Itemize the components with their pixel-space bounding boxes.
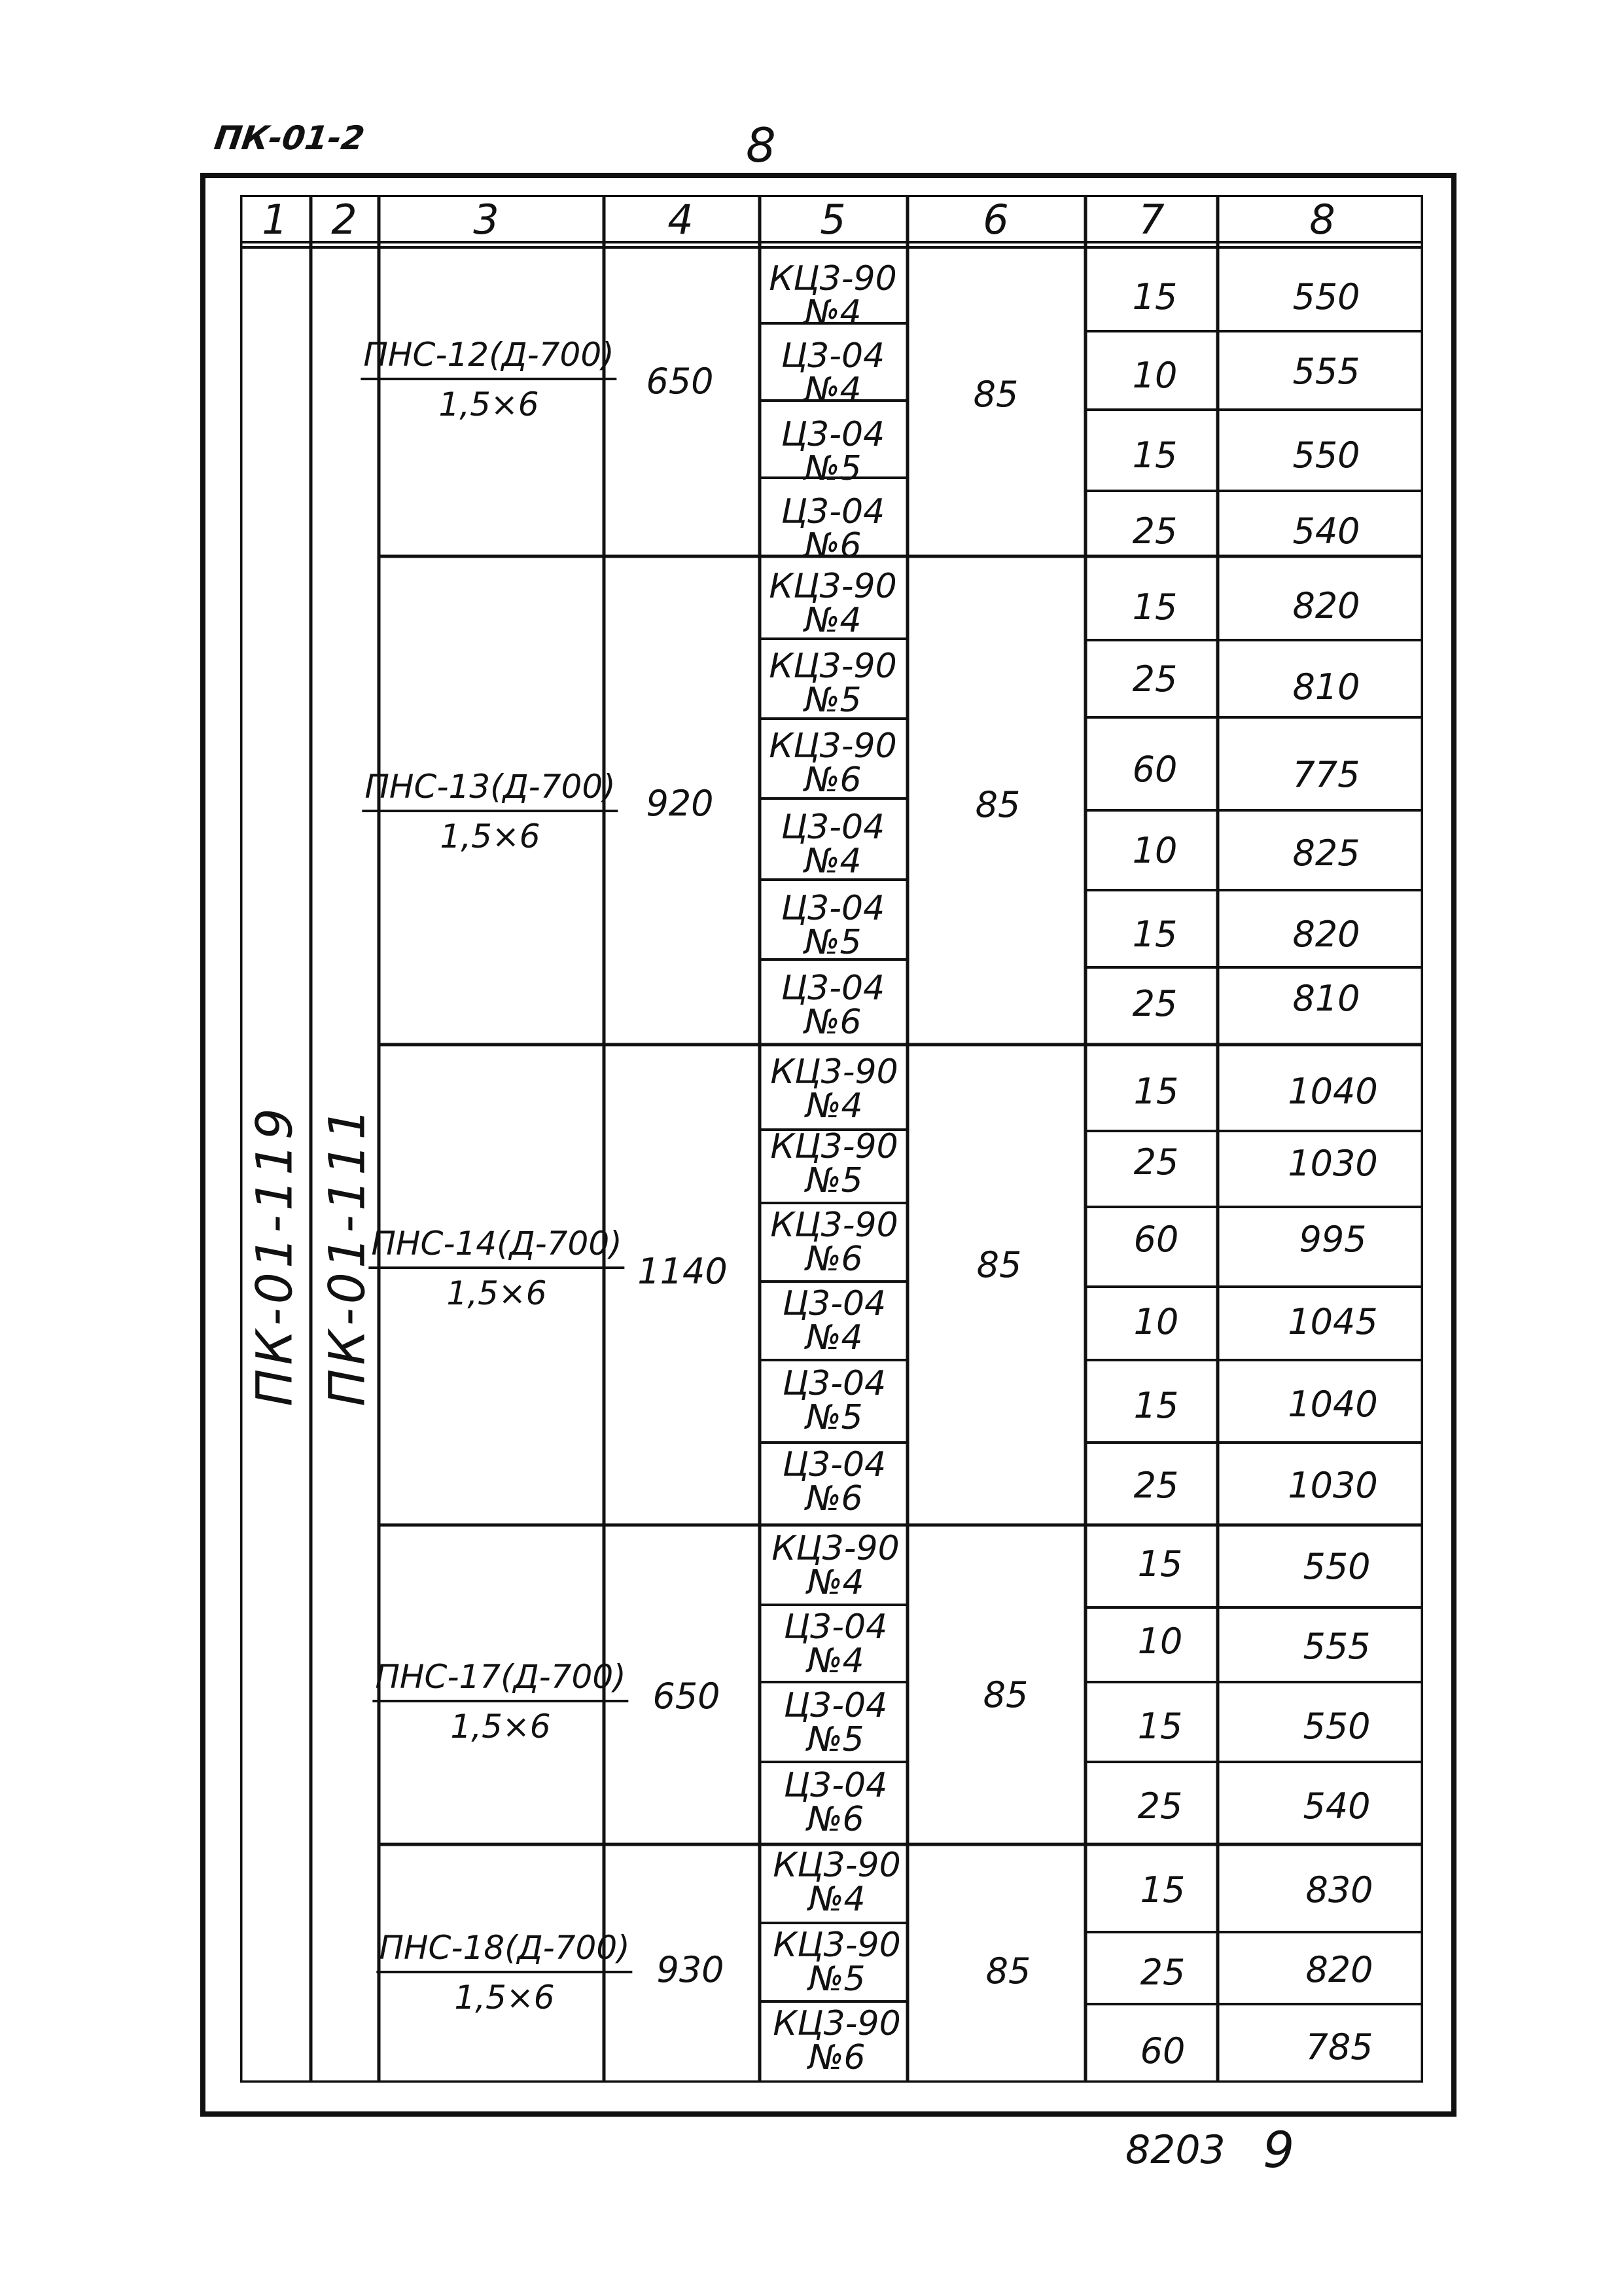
column-header-6: 6 <box>983 196 1009 243</box>
column-8-value: 995 <box>1299 1219 1367 1260</box>
column-8-value: 1030 <box>1288 1465 1378 1506</box>
fan-model: Ц3-04 №5 <box>781 415 885 488</box>
column-7-value: 15 <box>1137 1706 1183 1747</box>
column-4-value: 1140 <box>637 1251 728 1292</box>
column-6-value: 85 <box>983 1674 1029 1715</box>
column-7-value: 25 <box>1132 658 1178 700</box>
fan-model: КЦ3-90 №4 <box>769 567 897 640</box>
fan-model: КЦ3-90 №4 <box>769 259 897 332</box>
column-6-value: 85 <box>976 1244 1022 1285</box>
fan-model: КЦ3-90 №6 <box>769 726 897 800</box>
column-8-value: 540 <box>1303 1785 1371 1827</box>
column-8-value: 1040 <box>1288 1071 1378 1112</box>
column-7-value: 25 <box>1137 1785 1183 1827</box>
column-header-8: 8 <box>1309 196 1335 243</box>
product-designation <box>376 1929 632 2017</box>
fan-model: Ц3-04 №5 <box>782 1364 887 1437</box>
product-dimensions: 1,5×6 <box>438 386 539 423</box>
column-7-value: 25 <box>1132 983 1178 1024</box>
column-6-value: 85 <box>973 374 1019 415</box>
column-header-7: 7 <box>1139 196 1165 243</box>
column-header-5: 5 <box>820 196 846 243</box>
column-8-value: 1030 <box>1288 1143 1378 1184</box>
product-designation <box>361 336 616 423</box>
fan-model: КЦ3-90 №4 <box>771 1529 900 1602</box>
fan-model: КЦ3-90 №5 <box>770 1127 898 1200</box>
specification-table <box>240 195 1423 2083</box>
fan-model: КЦ3-90 №4 <box>770 1052 898 1126</box>
fan-model: Ц3-04 №4 <box>781 336 885 410</box>
column-1-series-label: ПК-01-119 <box>245 1104 304 1407</box>
column-header-3: 3 <box>473 196 499 243</box>
column-8-value: 810 <box>1292 978 1360 1019</box>
fan-model: Ц3-04 №4 <box>782 1284 887 1357</box>
column-6-value: 85 <box>985 1950 1031 1992</box>
page-number: 8 <box>746 118 776 173</box>
product-designation <box>372 1658 628 1746</box>
column-7-value: 10 <box>1132 355 1178 396</box>
column-8-value: 1040 <box>1288 1384 1378 1425</box>
column-4-value: 650 <box>646 361 714 402</box>
column-7-value: 15 <box>1133 1071 1179 1112</box>
column-8-value: 820 <box>1292 914 1360 955</box>
column-7-value: 10 <box>1137 1621 1183 1662</box>
column-7-value: 60 <box>1133 1219 1179 1260</box>
column-7-value: 25 <box>1133 1141 1179 1183</box>
column-7-value: 15 <box>1133 1385 1179 1426</box>
product-dimensions: 1,5×6 <box>450 1708 551 1746</box>
column-8-value: 830 <box>1305 1869 1373 1910</box>
column-8-value: 810 <box>1292 666 1360 708</box>
fan-model: КЦ3-90 №5 <box>769 647 897 720</box>
fan-model: Ц3-04 №4 <box>783 1607 888 1681</box>
column-8-value: 785 <box>1305 2026 1373 2068</box>
column-7-value: 60 <box>1132 749 1178 790</box>
column-6-value: 85 <box>975 784 1021 825</box>
column-8-value: 820 <box>1292 585 1360 626</box>
fan-model: КЦ3-90 №5 <box>773 1926 901 1999</box>
column-7-value: 25 <box>1133 1465 1179 1506</box>
fan-model: КЦ3-90 №6 <box>770 1206 898 1279</box>
product-designation <box>362 768 618 855</box>
column-7-value: 10 <box>1133 1301 1179 1342</box>
column-7-value: 15 <box>1132 276 1178 317</box>
product-designation <box>368 1225 624 1312</box>
column-7-value: 15 <box>1137 1543 1183 1585</box>
column-4-value: 920 <box>646 783 714 824</box>
product-name: ПНС-13(Д-700) <box>362 768 618 812</box>
product-dimensions: 1,5×6 <box>446 1274 547 1312</box>
column-7-value: 15 <box>1132 914 1178 955</box>
column-8-value: 825 <box>1292 833 1360 874</box>
column-8-value: 550 <box>1292 435 1360 476</box>
fan-model: Ц3-04 №6 <box>781 492 885 565</box>
column-7-value: 15 <box>1132 586 1178 628</box>
column-header-1: 1 <box>262 196 288 243</box>
product-name: ПНС-17(Д-700) <box>372 1658 628 1702</box>
product-name: ПНС-12(Д-700) <box>361 336 616 380</box>
column-header-2: 2 <box>331 196 357 243</box>
column-header-4: 4 <box>667 196 694 243</box>
fan-model: Ц3-04 №6 <box>782 1445 887 1518</box>
fan-model: Ц3-04 №4 <box>781 808 885 881</box>
fan-model: Ц3-04 №5 <box>781 889 885 962</box>
column-7-value: 15 <box>1132 435 1178 476</box>
column-7-value: 25 <box>1132 511 1178 552</box>
fan-model: КЦ3-90 №4 <box>773 1846 901 1919</box>
document-number: 8203 <box>1125 2127 1226 2173</box>
column-8-value: 550 <box>1303 1706 1371 1747</box>
column-8-value: 555 <box>1292 351 1360 392</box>
fan-model: Ц3-04 №6 <box>781 969 885 1042</box>
column-7-value: 60 <box>1140 2030 1186 2072</box>
column-7-value: 25 <box>1140 1952 1186 1993</box>
product-name: ПНС-18(Д-700) <box>376 1929 632 1973</box>
column-7-value: 15 <box>1140 1869 1186 1910</box>
column-4-value: 930 <box>656 1949 724 1990</box>
product-dimensions: 1,5×6 <box>454 1979 555 2017</box>
fan-model: КЦ3-90 №6 <box>773 2004 901 2077</box>
column-8-value: 1045 <box>1288 1301 1378 1342</box>
column-2-series-label: ПК-01-111 <box>317 1104 376 1407</box>
sheet-number: 9 <box>1263 2121 1295 2179</box>
column-8-value: 820 <box>1305 1949 1373 1990</box>
column-8-value: 540 <box>1292 511 1360 552</box>
column-8-value: 775 <box>1292 754 1360 795</box>
product-dimensions: 1,5×6 <box>440 817 540 855</box>
column-4-value: 650 <box>652 1676 720 1717</box>
fan-model: Ц3-04 №5 <box>783 1686 888 1759</box>
column-8-value: 555 <box>1303 1626 1371 1667</box>
column-7-value: 10 <box>1132 830 1178 871</box>
column-8-value: 550 <box>1292 276 1360 317</box>
document-code: ПК-01-2 <box>211 119 367 157</box>
fan-model: Ц3-04 №6 <box>783 1766 888 1839</box>
column-8-value: 550 <box>1303 1546 1371 1587</box>
product-name: ПНС-14(Д-700) <box>368 1225 624 1269</box>
